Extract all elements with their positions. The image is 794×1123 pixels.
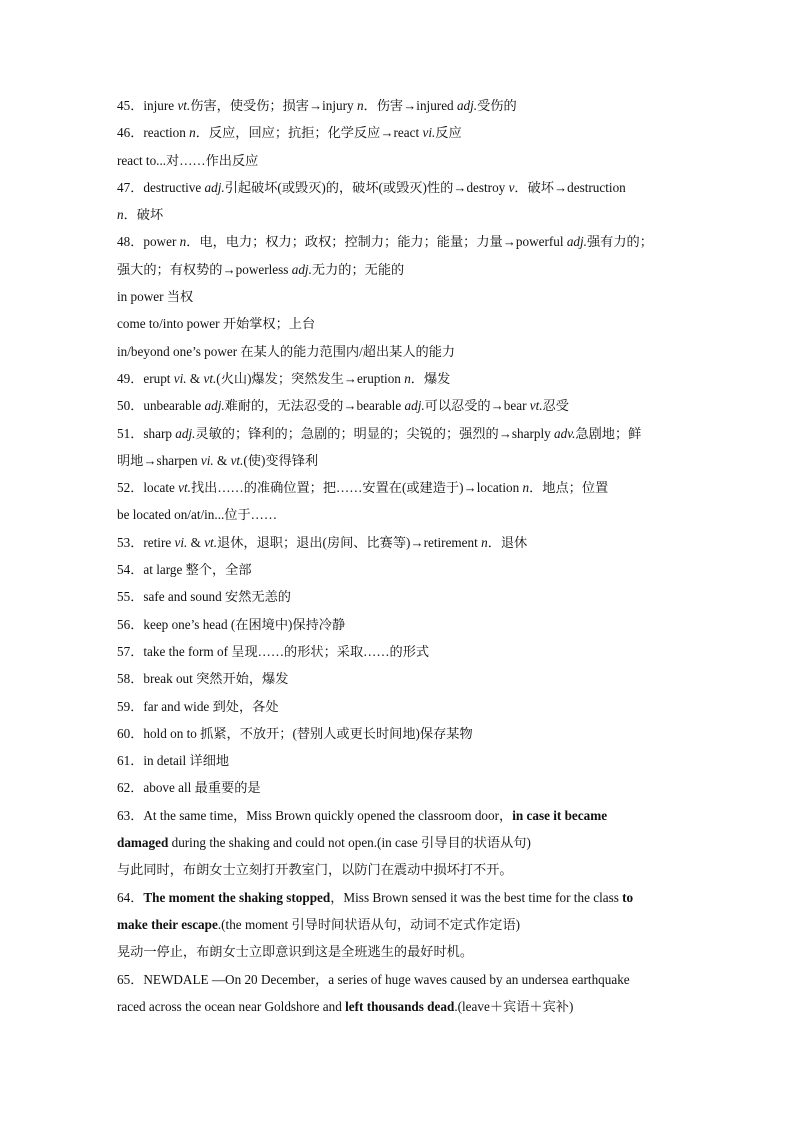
part-of-speech: vi. bbox=[173, 370, 187, 386]
text-line bbox=[117, 693, 677, 720]
part-of-speech: adj. bbox=[566, 234, 587, 250]
text-segment: raced across the ocean near Goldshore and bbox=[117, 998, 346, 1014]
bold-text: make their escape bbox=[117, 916, 218, 932]
text-segment: 63．At the same time，Miss Brown quickly opened the classroom door， bbox=[117, 807, 513, 823]
text-segment: in/beyond one’s power 在某人的能力范围内/超出某人的能力 bbox=[117, 343, 456, 359]
part-of-speech: vi. bbox=[174, 534, 188, 550]
text-segment: 明地→sharpen bbox=[117, 452, 201, 468]
part-of-speech: adj. bbox=[175, 425, 196, 441]
part-of-speech: vt. bbox=[177, 98, 191, 113]
part-of-speech: vt. bbox=[204, 534, 218, 550]
text-line bbox=[117, 720, 677, 747]
text-segment: (使)变得锋利 bbox=[243, 452, 319, 468]
text-segment: ．反应，回应；抗拒；化学反应→react bbox=[195, 125, 423, 141]
text-segment: 强有力的； bbox=[586, 234, 653, 250]
text-line bbox=[117, 747, 677, 774]
text-line bbox=[117, 119, 677, 146]
text-segment: 反应 bbox=[435, 125, 462, 141]
text-line bbox=[117, 92, 677, 119]
text-segment: 48．power bbox=[117, 234, 180, 250]
text-line bbox=[117, 829, 677, 856]
text-line bbox=[117, 501, 677, 528]
text-line bbox=[117, 228, 677, 255]
text-line bbox=[117, 474, 677, 501]
part-of-speech: vt. bbox=[230, 452, 244, 468]
text-segment: in power 当权 bbox=[117, 289, 194, 305]
text-line bbox=[117, 884, 677, 911]
text-segment: & bbox=[213, 452, 231, 468]
text-line bbox=[117, 665, 677, 692]
text-line bbox=[117, 147, 677, 174]
text-line bbox=[117, 338, 677, 365]
part-of-speech: n bbox=[117, 207, 124, 223]
text-segment: 51．sharp bbox=[117, 425, 176, 441]
text-line bbox=[117, 256, 677, 283]
text-segment: .(leave＋宾语＋宾补) bbox=[454, 998, 574, 1014]
text-segment: 65．NEWDALE —On 20 December，a series of huge waves caused by an undersea earthquake bbox=[117, 971, 630, 987]
text-segment: 50．unbearable bbox=[117, 398, 205, 414]
part-of-speech: n bbox=[522, 480, 530, 496]
bold-text: in case it became bbox=[512, 807, 608, 823]
text-segment: 55．safe and sound 安然无恙的 bbox=[117, 589, 291, 605]
text-line bbox=[117, 392, 677, 419]
text-line bbox=[117, 283, 677, 310]
text-segment: ．破坏 bbox=[123, 207, 164, 223]
text-line bbox=[117, 201, 677, 228]
text-line bbox=[117, 966, 677, 993]
text-line bbox=[117, 556, 677, 583]
text-line bbox=[117, 420, 677, 447]
text-line bbox=[117, 856, 677, 883]
part-of-speech: n bbox=[179, 234, 187, 250]
text-line bbox=[117, 774, 677, 801]
text-line bbox=[117, 529, 677, 556]
text-segment: 59．far and wide 到处，各处 bbox=[117, 698, 279, 714]
text-line bbox=[117, 993, 677, 1020]
bold-text: left thousands dead bbox=[345, 998, 455, 1014]
text-segment: & bbox=[186, 370, 204, 386]
text-segment: 受伤的 bbox=[477, 98, 517, 113]
part-of-speech: n bbox=[404, 370, 411, 386]
text-segment: & bbox=[187, 534, 205, 550]
text-segment: ．退休 bbox=[487, 534, 528, 550]
part-of-speech: adj. bbox=[204, 179, 225, 195]
text-segment: 忍受 bbox=[542, 398, 569, 414]
text-segment: 退休，退职；退出(房间、比赛等)→retirement bbox=[217, 534, 482, 550]
part-of-speech: vt. bbox=[178, 480, 191, 496]
text-line bbox=[117, 911, 677, 938]
text-segment: 46．reaction bbox=[117, 125, 190, 141]
text-segment: 与此同时，布朗女士立刻打开教室门，以防门在震动中损坏打不开。 bbox=[117, 862, 513, 878]
text-segment: 强大的；有权势的→powerless bbox=[117, 261, 292, 277]
part-of-speech: adj. bbox=[204, 398, 225, 414]
text-segment: 56．keep one’s head (在困境中)保持冷静 bbox=[117, 616, 346, 632]
text-line bbox=[117, 583, 677, 610]
text-segment: ．伤害→injured bbox=[363, 98, 457, 113]
text-segment: 54．at large 整个，全部 bbox=[117, 562, 252, 578]
text-segment: ，Miss Brown sensed it was the best time for the class bbox=[330, 889, 623, 905]
text-segment: .(the moment 引导时间状语从句，动词不定式作定语) bbox=[217, 916, 521, 932]
part-of-speech: adj. bbox=[291, 261, 312, 277]
text-line bbox=[117, 611, 677, 638]
text-line bbox=[117, 447, 677, 474]
text-segment: be located on/at/in...位于…… bbox=[117, 507, 278, 523]
text-segment: 难耐的，无法忍受的→bearable bbox=[224, 398, 405, 414]
text-segment: 无力的；无能的 bbox=[311, 261, 405, 277]
part-of-speech: vt. bbox=[529, 398, 543, 414]
part-of-speech: adj. bbox=[404, 398, 425, 414]
text-segment: 57．take the form of 呈现……的形状；采取……的形式 bbox=[117, 643, 430, 659]
text-segment: 晃动一停止，布朗女士立即意识到这是全班逃生的最好时机。 bbox=[117, 944, 474, 960]
text-segment: ．地点；位置 bbox=[529, 480, 609, 496]
text-segment: react to...对……作出反应 bbox=[117, 152, 259, 168]
text-segment: 可以忍受的→bear bbox=[424, 398, 530, 414]
part-of-speech: vt. bbox=[203, 370, 217, 386]
text-segment: 49．erupt bbox=[117, 370, 174, 386]
text-line bbox=[117, 310, 677, 337]
text-segment: 灵敏的；锋利的；急剧的；明显的；尖锐的；强烈的→sharply bbox=[195, 425, 555, 441]
text-segment: 引起破坏(或毁灭)的，破坏(或毁灭)性的→destroy bbox=[224, 179, 509, 195]
text-line bbox=[117, 802, 677, 829]
text-segment: (火山)爆发；突然发生→eruption bbox=[216, 370, 405, 386]
text-segment: ．爆发 bbox=[410, 370, 451, 386]
text-line bbox=[117, 365, 677, 392]
bold-text: damaged bbox=[117, 835, 169, 851]
part-of-speech: adv. bbox=[554, 425, 576, 441]
text-segment: 45．injure bbox=[117, 98, 178, 113]
bold-text: to bbox=[622, 889, 634, 905]
text-line bbox=[117, 938, 677, 965]
document-page bbox=[117, 92, 677, 1020]
text-segment: 58．break out 突然开始，爆发 bbox=[117, 671, 289, 687]
part-of-speech: vi. bbox=[200, 452, 214, 468]
text-segment: ．电，电力；权力；政权；控制力；能力；能量；力量→powerful bbox=[186, 234, 567, 250]
text-segment: 52．locate bbox=[117, 480, 179, 496]
text-segment: 伤害，使受伤；损害→injury bbox=[190, 98, 357, 113]
part-of-speech: n bbox=[189, 125, 196, 141]
text-segment: 62．above all 最重要的是 bbox=[117, 780, 261, 796]
text-segment: 急剧地；鲜 bbox=[575, 425, 642, 441]
text-line bbox=[117, 174, 677, 201]
part-of-speech: vi. bbox=[422, 125, 436, 141]
text-segment: come to/into power 开始掌权；上台 bbox=[117, 316, 316, 332]
part-of-speech: n bbox=[356, 98, 364, 113]
text-segment: 47．destructive bbox=[117, 179, 205, 195]
text-segment: 53．retire bbox=[117, 534, 175, 550]
text-segment: ．破坏→destruction bbox=[514, 179, 626, 195]
text-line bbox=[117, 638, 677, 665]
part-of-speech: adj. bbox=[456, 98, 478, 113]
bold-text: The moment the shaking stopped bbox=[143, 889, 331, 905]
part-of-speech: v bbox=[508, 179, 515, 195]
text-segment: 60．hold on to 抓紧，不放开；(替别人或更长时间地)保存某物 bbox=[117, 725, 473, 741]
part-of-speech: n bbox=[481, 534, 488, 550]
text-segment: 找出……的准确位置；把……安置在(或建造于)→location bbox=[190, 480, 523, 496]
text-segment: during the shaking and could not open.(in case 引导目的状语从句) bbox=[168, 835, 531, 851]
text-segment: 64． bbox=[117, 889, 144, 905]
text-segment: 61．in detail 详细地 bbox=[117, 753, 230, 769]
